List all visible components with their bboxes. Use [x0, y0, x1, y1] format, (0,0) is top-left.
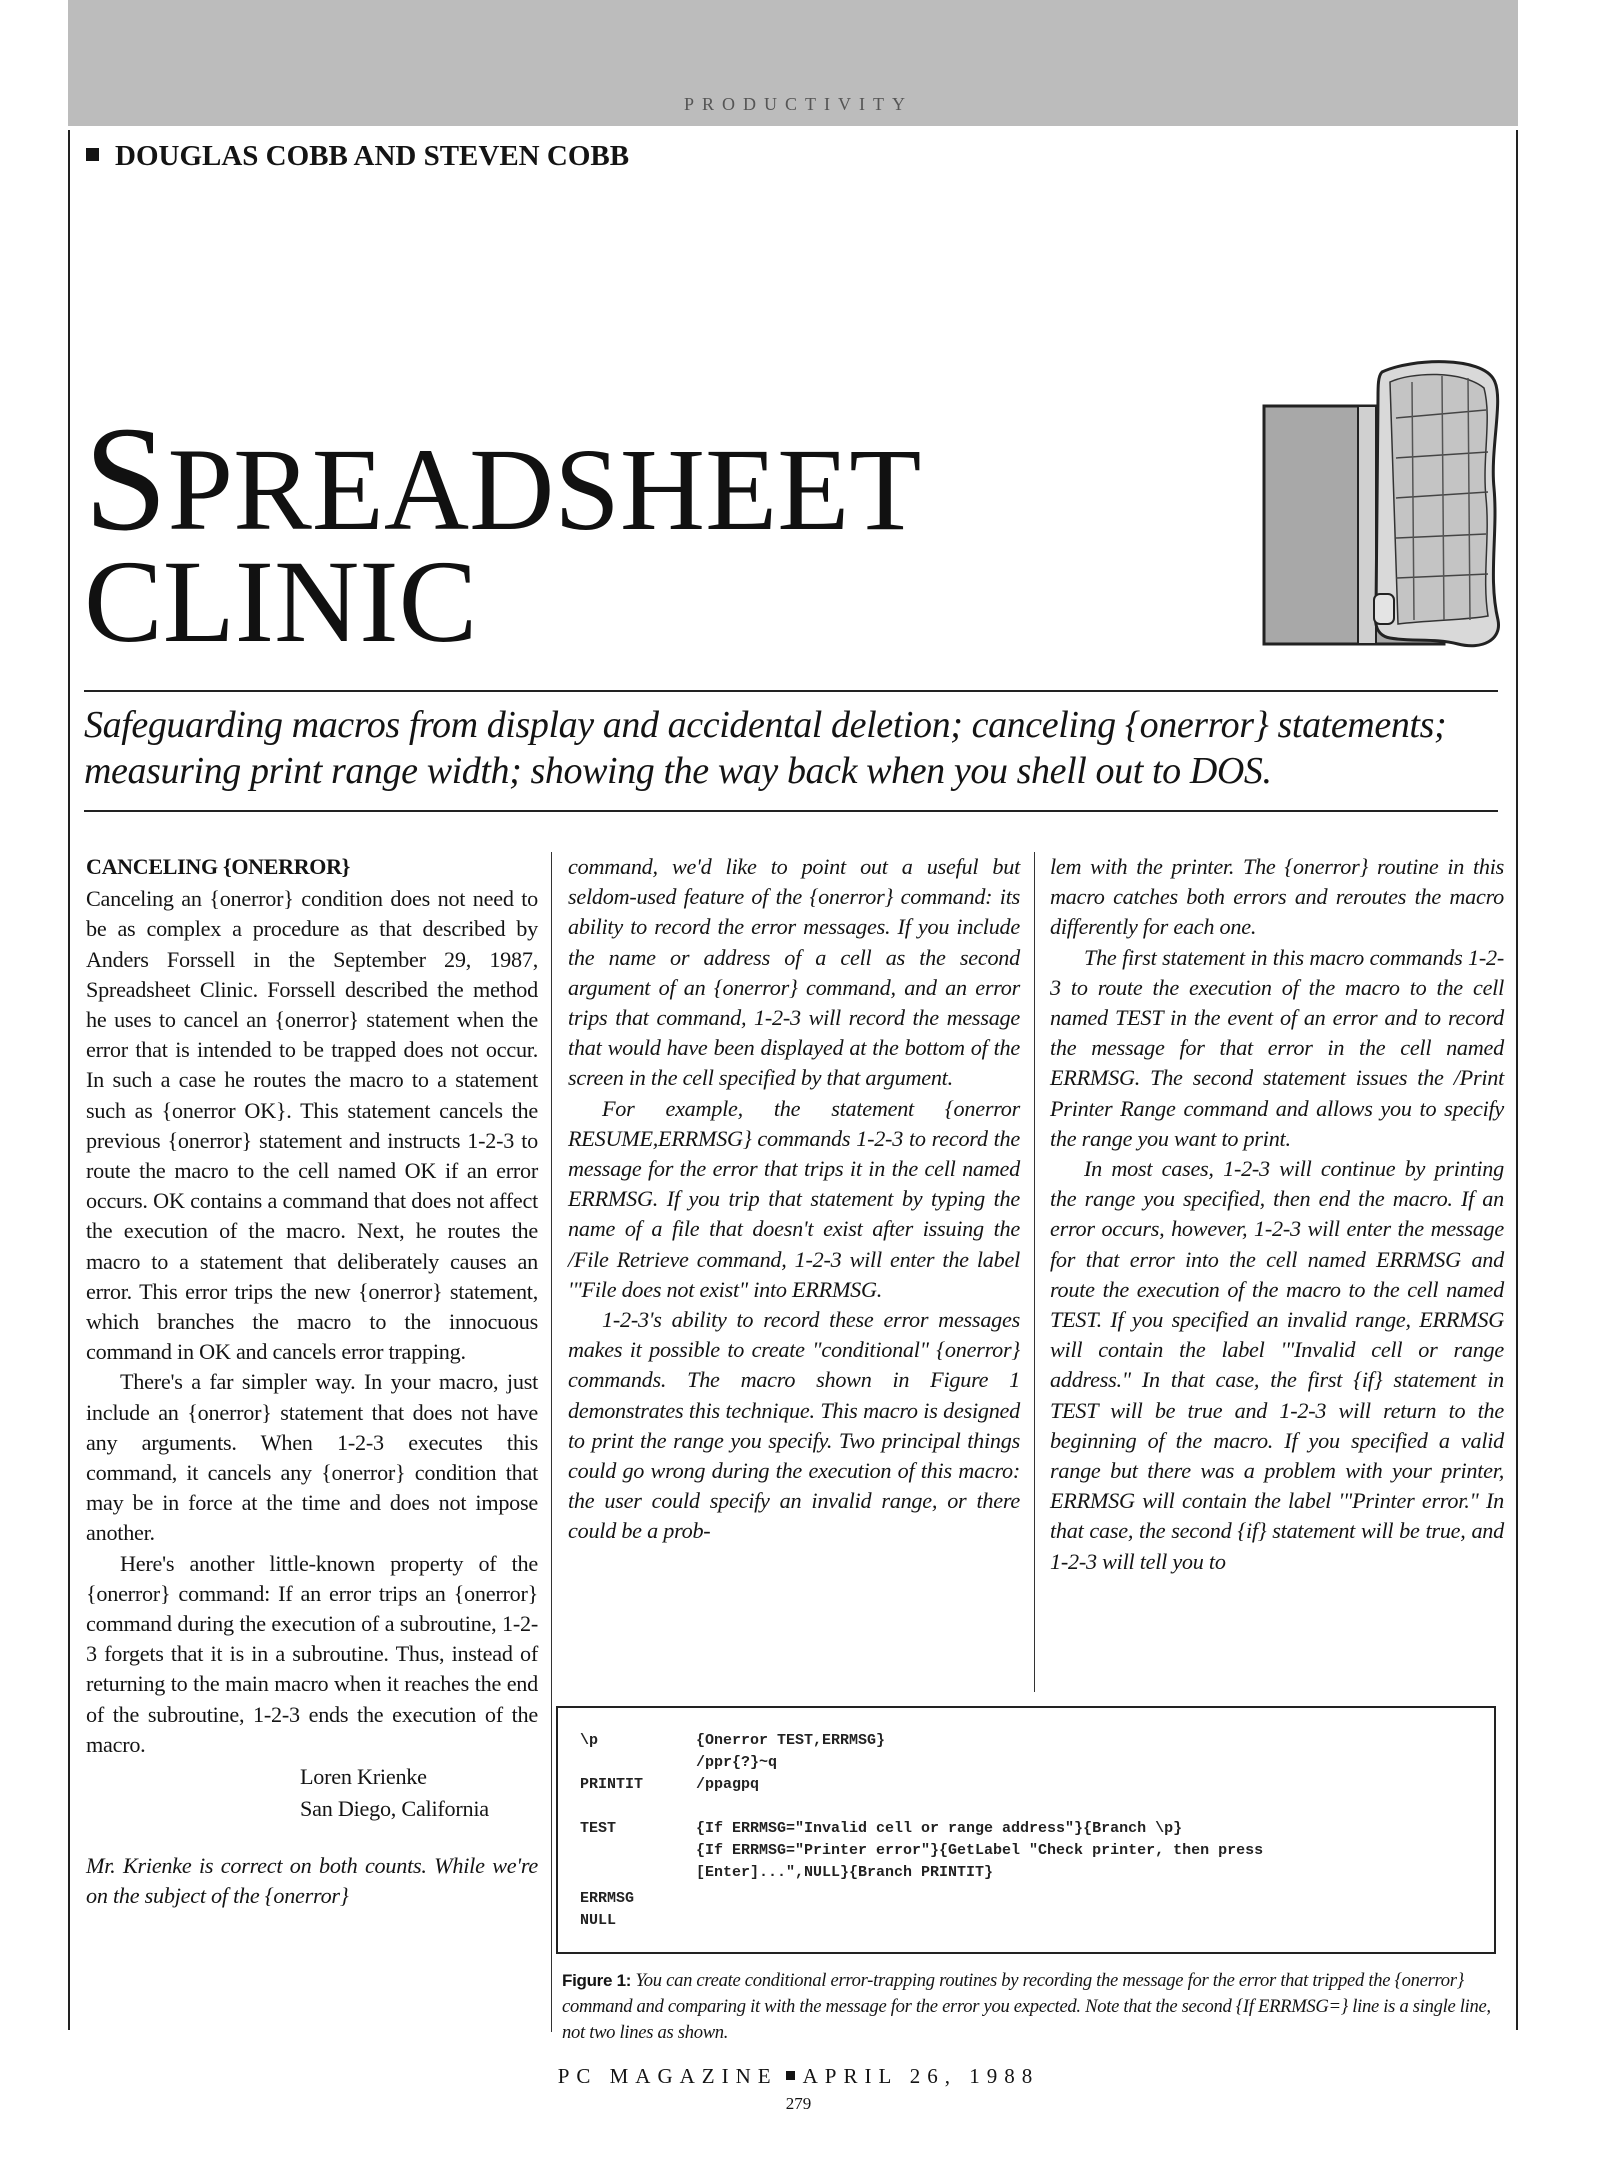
- frame-right-rule: [1516, 130, 1518, 2030]
- signature-name: Loren Krienke: [300, 1764, 427, 1790]
- deck-line1: Safeguarding macros from display and accidental deletion; canceling {onerror} statements;: [84, 704, 1447, 746]
- code-text: {If ERRMSG="Printer error"}{GetLabel "Check printer, then press: [696, 1842, 1264, 1859]
- code-row: [580, 1912, 696, 1929]
- code-cell-label: NULL: [580, 1912, 617, 1929]
- deck-line2: measuring print range width; showing the way back when you shell out to DOS.: [84, 750, 1272, 793]
- code-cell-label: \p: [580, 1732, 599, 1749]
- code-text: {Onerror TEST,ERRMSG}: [696, 1732, 886, 1749]
- code-row: [580, 1732, 885, 1749]
- frame-left-rule: [68, 130, 70, 2030]
- deck-subtitle: [84, 702, 1498, 795]
- byline-text: DOUGLAS COBB AND STEVEN COBB: [115, 140, 630, 172]
- deck-bottom-rule: [84, 810, 1498, 812]
- paragraph: 1-2-3's ability to record these error messages makes it possible to create "conditional" {onerror} commands. The macro shown in Figure 1 demonstrates this technique. This macro is designed to print the range you specify. Two principal things could go wrong during the execution of this macro: the user could specify an invalid range, or there could be a prob-: [568, 1307, 1020, 1544]
- footer-date: APRIL 26, 1988: [802, 2064, 1040, 2088]
- figure-1-code-listing: [556, 1706, 1496, 1954]
- article-column-2: [568, 852, 1020, 1547]
- paragraph: For example, the statement {onerror RESUME,ERRMSG} commands 1-2-3 to record the message for the error that trips it in the cell named ERRMSG. If you trip that statement by typing the name of a file that doesn't exist after issuing the /File Retrieve command, 1-2-3 will enter the label '"File does not exist" into ERRMSG.: [568, 1095, 1020, 1302]
- code-row: [580, 1864, 993, 1881]
- page-title: [84, 396, 922, 667]
- signature-location: San Diego, California: [300, 1796, 489, 1822]
- paragraph: In most cases, 1-2-3 will continue by printing the range you specified, then end the macro. If an error occurs, however, 1-2-3 will enter the message for that error into the cell named ERRMSG and route the execution of the macro to the cell named TEST. If you specified an invalid range, ERRMSG will contain the label '"Invalid cell or range address." In that case, the first {if} statement in TEST will be true and 1-2-3 will return to the beginning of the macro. If you specified a valid range but there was a problem with your printer, ERRMSG will contain the label '"Printer error." In that case, the second {if} statement will be true, and 1-2-3 will tell you to: [1050, 1156, 1504, 1574]
- section-heading: CANCELING {ONERROR}: [86, 854, 351, 879]
- figure-caption: [562, 1968, 1498, 2046]
- paragraph: The first statement in this macro commands 1-2-3 to route the execution of the macro to the cell named TEST in the event of an error and to record the message for that error in the cell named ERRMSG. The second statement issues the /Print Printer Range command and allows you to specify the range you want to print.: [1050, 944, 1504, 1151]
- code-row: [580, 1820, 1182, 1837]
- code-text: [Enter]...",NULL}{Branch PRINTIT}: [696, 1864, 994, 1881]
- column-divider: [1034, 852, 1035, 1692]
- bullet-square-icon: [86, 148, 99, 161]
- reply-paragraph: Mr. Krienke is correct on both counts. While we're on the subject of the {onerror}: [86, 1852, 538, 1908]
- deck-top-rule: [84, 690, 1498, 692]
- page-footer: [0, 2064, 1597, 2089]
- code-row: [580, 1754, 777, 1771]
- column-divider: [551, 852, 552, 2032]
- byline: [86, 140, 629, 173]
- code-cell-label: PRINTIT: [580, 1776, 644, 1793]
- figure-caption-text: You can create conditional error-trapping routines by recording the message for the error that tripped the {onerror} command and comparing it with the message for the error you expected. Note that the second {If ERRMSG=} line is a single line, not two lines as shown.: [562, 1970, 1491, 2043]
- title-line2: CLINIC: [84, 536, 478, 667]
- section-label: PRODUCTIVITY: [684, 94, 913, 114]
- code-row: [580, 1890, 696, 1907]
- title-line1-rest: PREADSHEET: [167, 424, 922, 555]
- code-text: {If ERRMSG="Invalid cell or range address"}{Branch \p}: [696, 1820, 1183, 1837]
- code-text: /ppagpq: [696, 1776, 760, 1793]
- footer-magazine: PC MAGAZINE: [557, 2064, 778, 2088]
- disk-peel-logo-icon: [1262, 358, 1502, 658]
- article-column-1: [86, 852, 538, 1911]
- paragraph: There's a far simpler way. In your macro, just include an {onerror} statement that does not have any arguments. When 1-2-3 executes this command, it cancels any {onerror} condition that may be in force at the time and does not impose another.: [86, 1369, 538, 1546]
- code-row: [580, 1776, 759, 1793]
- figure-caption-label: Figure 1:: [562, 1971, 632, 1990]
- code-cell-label: TEST: [580, 1820, 617, 1837]
- code-row: [580, 1842, 1263, 1859]
- bullet-square-icon: [786, 2071, 795, 2080]
- title-initial: S: [84, 396, 168, 562]
- paragraph: lem with the printer. The {onerror} routine in this macro catches both errors and reroutes the macro differently for each one.: [1050, 854, 1504, 940]
- paragraph: command, we'd like to point out a useful but seldom-used feature of the {onerror} command: its ability to record the error messages. If you include the name or address of a cell as the second argument of an {onerror} command, and an error trips that command, 1-2-3 will record the message that would have been displayed at the bottom of the screen in the cell specified by that argument.: [568, 854, 1020, 1091]
- paragraph: Canceling an {onerror} condition does not need to be as complex a procedure as that described by Anders Forssell in the September 29, 1987, Spreadsheet Clinic. Forssell described the method he uses to cancel an {onerror} statement when the error that is intended to be trapped does not occur. In such a case he routes the macro to a statement such as {onerror OK}. This statement cancels the previous {onerror} statement and instructs 1-2-3 to route the macro to the cell named OK if an error occurs. OK contains a command that does not affect the execution of the macro. Next, he routes the macro to a statement that deliberately causes an error. This error trips the new {onerror} statement, which branches the macro to the innocuous command in OK and cancels error trapping.: [86, 886, 538, 1365]
- code-cell-label: ERRMSG: [580, 1890, 635, 1907]
- page-number: 279: [785, 2094, 812, 2113]
- article-column-3: [1050, 852, 1504, 1577]
- code-text: /ppr{?}~q: [696, 1754, 778, 1771]
- paragraph: Here's another little-known property of the {onerror} command: If an error trips an {onerror} command during the execution of a subroutine, 1-2-3 forgets that it is in a subroutine. Thus, instead of returning to the main macro when it reaches the end of the subroutine, 1-2-3 ends the execution of the macro.: [86, 1550, 538, 1757]
